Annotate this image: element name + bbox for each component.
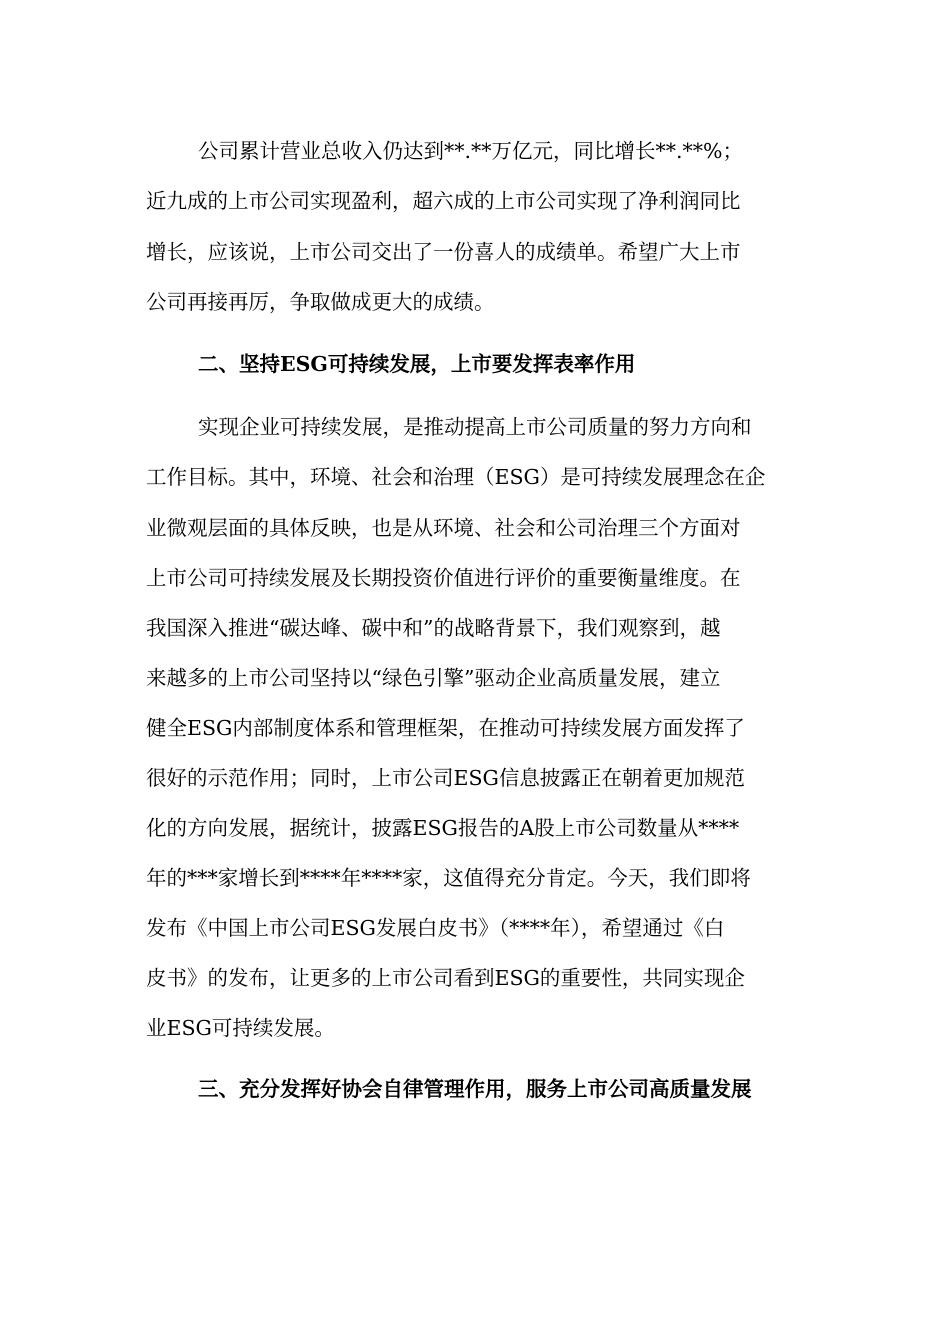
- paragraph-line: 公司再接再厉，争取做成更大的成绩。: [146, 290, 495, 314]
- paragraph-line: 公司累计营业总收入仍达到**.**万亿元，同比增长**.**%；: [198, 139, 744, 163]
- paragraph-line: 近九成的上市公司实现盈利，超六成的上市公司实现了净利润同比: [146, 189, 741, 213]
- paragraph-line: 皮书》的发布，让更多的上市公司看到ESG的重要性，共同实现企: [146, 966, 745, 990]
- paragraph-line: 化的方向发展，据统计，披露ESG报告的A股上市公司数量从****: [146, 816, 740, 840]
- paragraph-line: 实现企业可持续发展，是推动提高上市公司质量的努力方向和: [198, 415, 752, 439]
- paragraph-line: 业ESG可持续发展。: [146, 1016, 335, 1040]
- section-heading: 三、充分发挥好协会自律管理作用，服务上市公司高质量发展: [198, 1077, 752, 1101]
- paragraph-line: 业微观层面的具体反映，也是从环境、社会和公司治理三个方面对: [146, 516, 741, 540]
- paragraph-line: 来越多的上市公司坚持以“绿色引擎”驱动企业高质量发展，建立: [146, 666, 721, 690]
- paragraph-line: 健全ESG内部制度体系和管理框架，在推动可持续发展方面发挥了: [146, 716, 745, 740]
- section-heading: 二、坚持ESG可持续发展，上市要发挥表率作用: [198, 352, 636, 376]
- paragraph-line: 工作目标。其中，环境、社会和治理（ESG）是可持续发展理念在企: [146, 465, 766, 489]
- paragraph-line: 年的***家增长到****年****家，这值得充分肯定。今天，我们即将: [146, 866, 751, 890]
- paragraph-line: 很好的示范作用；同时，上市公司ESG信息披露正在朝着更加规范: [146, 766, 745, 790]
- paragraph-line: 我国深入推进“碳达峰、碳中和”的战略背景下，我们观察到，越: [146, 616, 721, 640]
- paragraph-line: 发布《中国上市公司ESG发展白皮书》（****年），希望通过《白: [146, 916, 725, 940]
- paragraph-line: 上市公司可持续发展及长期投资价值进行评价的重要衡量维度。在: [146, 566, 741, 590]
- paragraph-line: 增长，应该说，上市公司交出了一份喜人的成绩单。希望广大上市: [146, 240, 741, 264]
